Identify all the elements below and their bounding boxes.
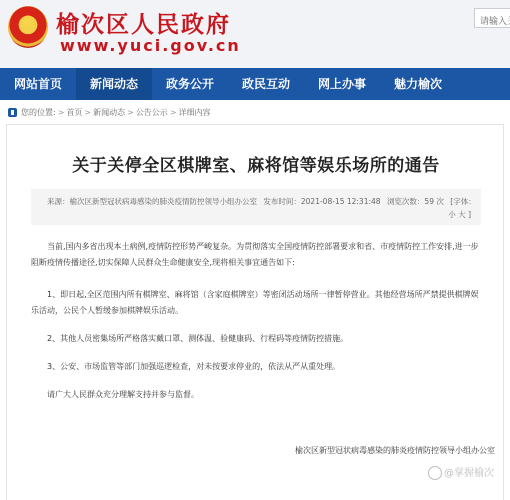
meta-source: 来源：榆次区新型冠状病毒感染的肺炎疫情防控领导小组办公室	[47, 197, 257, 206]
location-icon	[8, 108, 17, 117]
meta-time: 发布时间：2021-08-15 12:31:48	[263, 197, 381, 206]
nav-item-interaction[interactable]: 政民互动	[241, 77, 290, 91]
watermark	[428, 464, 494, 480]
nav-item-online-services[interactable]: 网上办事	[317, 77, 366, 91]
watermark-logo-icon	[428, 466, 442, 480]
article-paragraph: 当前,国内多省出现本土病例,疫情防控形势严峻复杂。为贯彻落实全国疫情防控部署要求和省、市疫情防控工作安排,进一步阻断疫情传播途径,切实保障人民群众生命健康安全,现将相关事宜通告如下:	[31, 242, 479, 267]
breadcrumb-current: 详细内容	[178, 107, 211, 117]
breadcrumb-separator: >	[127, 107, 134, 117]
breadcrumb-separator: >	[84, 107, 92, 117]
breadcrumb	[8, 104, 504, 120]
article-paragraph: 请广大人民群众充分理解支持并参与监督。	[47, 390, 199, 399]
nav-item-home[interactable]: 网站首页	[13, 77, 62, 91]
breadcrumb-notices[interactable]: 公告公示	[135, 107, 168, 117]
meta-font-end: ]	[468, 210, 471, 219]
search-box[interactable]	[474, 8, 510, 28]
nav-item-gov-affairs[interactable]: 政务公开	[165, 77, 214, 91]
breadcrumb-home[interactable]: 首页	[66, 107, 83, 117]
font-large-button[interactable]: 大	[458, 210, 466, 219]
main-nav	[0, 68, 510, 100]
search-input[interactable]	[475, 13, 510, 31]
site-title[interactable]: 榆次区人民政府	[56, 12, 231, 38]
meta-font-label: [字体：	[450, 197, 476, 206]
nav-item-news[interactable]: 新闻动态	[76, 68, 152, 100]
breadcrumb-news[interactable]: 新闻动态	[93, 107, 126, 117]
national-emblem-icon[interactable]: ★	[8, 6, 48, 48]
article-signature: 榆次区新型冠状病毒感染的肺炎疫情防控领导小组办公室	[295, 446, 495, 455]
breadcrumb-separator: >	[169, 107, 177, 117]
article-meta	[31, 189, 481, 225]
font-small-button[interactable]: 小	[448, 210, 456, 219]
article-title: 关于关停全区棋牌室、麻将馆等娱乐场所的通告	[72, 156, 440, 176]
article-paragraph: 3、公安、市场监管等部门加强巡逻检查，对未按要求停业的，依法从严从重处理。	[47, 362, 341, 371]
breadcrumb-prefix: 您的位置:	[21, 107, 56, 117]
breadcrumb-separator: >	[57, 107, 65, 117]
article-card	[6, 124, 504, 500]
article-paragraph: 2、其他人员密集场所严格落实戴口罩、测体温、验健康码、行程码等疫情防控措施。	[47, 334, 349, 343]
site-header	[0, 0, 510, 68]
watermark-text: @掌握榆次	[444, 468, 494, 479]
meta-views: 浏览次数：59 次	[386, 197, 444, 206]
nav-item-charm-yuci[interactable]: 魅力榆次	[393, 77, 442, 91]
site-url: www.yuci.gov.cn	[60, 36, 241, 55]
article-paragraph: 1、即日起,全区范围内所有棋牌室、麻将馆（含家庭棋牌室）等密闭活动场所一律暂停营业。其他经营场所严禁提供棋牌娱乐活动，公民个人暂缓参加棋牌娱乐活动。	[31, 290, 479, 315]
